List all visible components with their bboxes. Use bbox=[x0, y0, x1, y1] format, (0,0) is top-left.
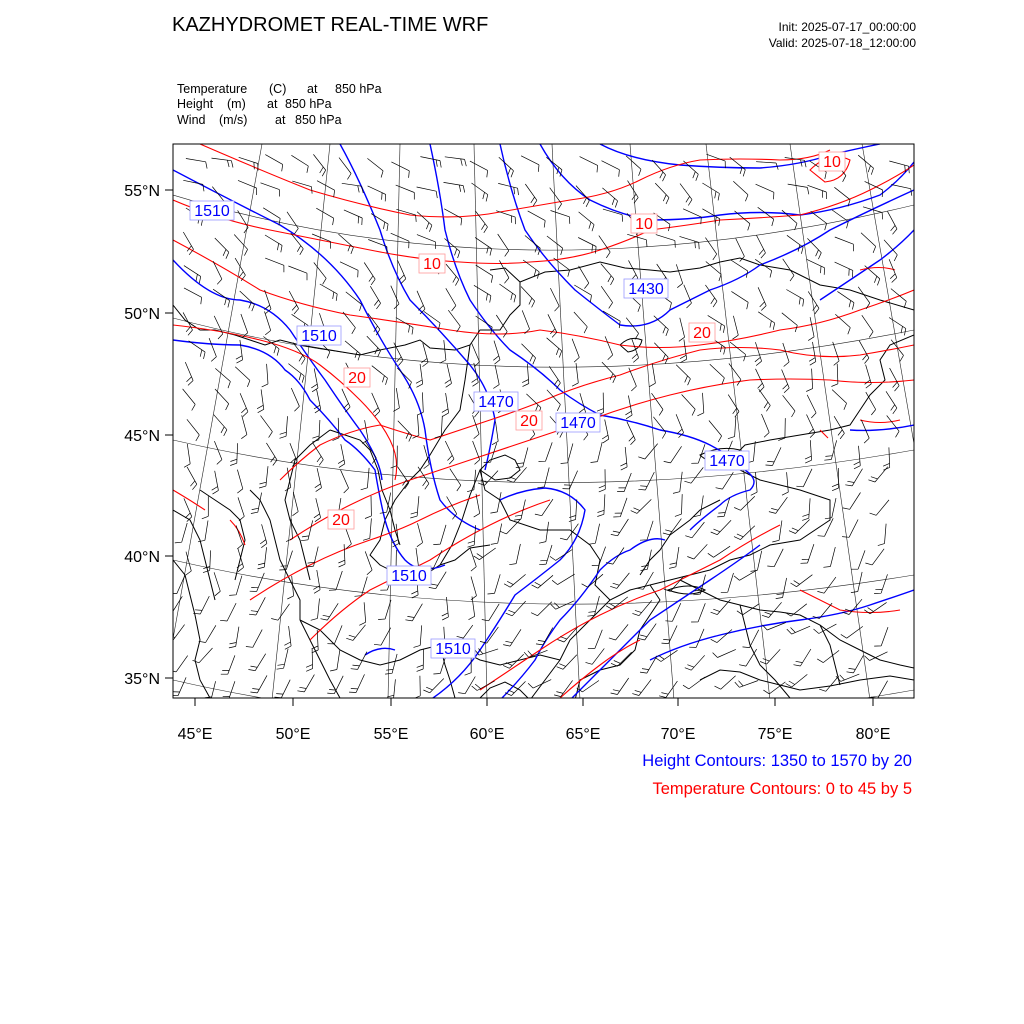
lat-label-45: 45°N bbox=[124, 428, 160, 445]
svg-text:20: 20 bbox=[693, 325, 711, 342]
height-label bbox=[431, 639, 475, 658]
svg-text:1470: 1470 bbox=[478, 394, 514, 411]
temperature-label bbox=[344, 368, 370, 387]
height-label bbox=[387, 566, 431, 585]
lon-label-45: 45°E bbox=[177, 726, 213, 743]
lon-label-60: 60°E bbox=[469, 726, 505, 743]
svg-text:1510: 1510 bbox=[435, 641, 471, 658]
temperature-label bbox=[689, 323, 715, 342]
svg-text:1510: 1510 bbox=[301, 328, 337, 345]
height-label bbox=[190, 201, 234, 220]
svg-text:1510: 1510 bbox=[391, 568, 427, 585]
svg-text:20: 20 bbox=[520, 413, 538, 430]
valid-time: Valid: 2025-07-18_12:00:00 bbox=[768, 36, 916, 50]
lat-label-35: 35°N bbox=[124, 671, 160, 688]
plot-title: KAZHYDROMET REAL-TIME WRF bbox=[172, 14, 489, 36]
svg-text:10: 10 bbox=[823, 154, 841, 171]
lon-label-70: 70°E bbox=[660, 726, 696, 743]
svg-text:1470: 1470 bbox=[560, 415, 596, 432]
init-time: Init: 2025-07-17_00:00:00 bbox=[778, 20, 916, 34]
lon-label-65: 65°E bbox=[565, 726, 601, 743]
temperature-label bbox=[631, 214, 657, 233]
lon-label-50: 50°E bbox=[275, 726, 311, 743]
lon-label-80: 80°E bbox=[855, 726, 891, 743]
field-height: Height (m) at 850 hPa bbox=[177, 97, 332, 111]
temperature-label bbox=[516, 411, 542, 430]
height-contours-note: Height Contours: 1350 to 1570 by 20 bbox=[642, 752, 912, 770]
svg-text:1470: 1470 bbox=[709, 453, 745, 470]
svg-text:10: 10 bbox=[423, 256, 441, 273]
latitude-axis bbox=[124, 183, 173, 688]
temperature-contours-note: Temperature Contours: 0 to 45 by 5 bbox=[652, 780, 912, 798]
svg-text:20: 20 bbox=[332, 512, 350, 529]
temperature-label bbox=[819, 152, 845, 171]
height-label bbox=[297, 326, 341, 345]
svg-text:1510: 1510 bbox=[194, 203, 230, 220]
svg-text:1430: 1430 bbox=[628, 281, 664, 298]
lon-label-75: 75°E bbox=[757, 726, 793, 743]
svg-text:10: 10 bbox=[635, 216, 653, 233]
height-label bbox=[556, 413, 600, 432]
lat-label-40: 40°N bbox=[124, 549, 160, 566]
lat-label-55: 55°N bbox=[124, 183, 160, 200]
lon-label-55: 55°E bbox=[373, 726, 409, 743]
height-label bbox=[624, 279, 668, 298]
temperature-label bbox=[328, 510, 354, 529]
height-label bbox=[474, 392, 518, 411]
svg-text:20: 20 bbox=[348, 370, 366, 387]
longitude-axis bbox=[178, 698, 891, 743]
temperature-label bbox=[419, 254, 445, 273]
field-temperature: Temperature (C) at 850 hPa bbox=[177, 82, 382, 96]
height-label bbox=[705, 451, 749, 470]
field-wind: Wind (m/s) at 850 hPa bbox=[177, 113, 342, 127]
lat-label-50: 50°N bbox=[124, 306, 160, 323]
